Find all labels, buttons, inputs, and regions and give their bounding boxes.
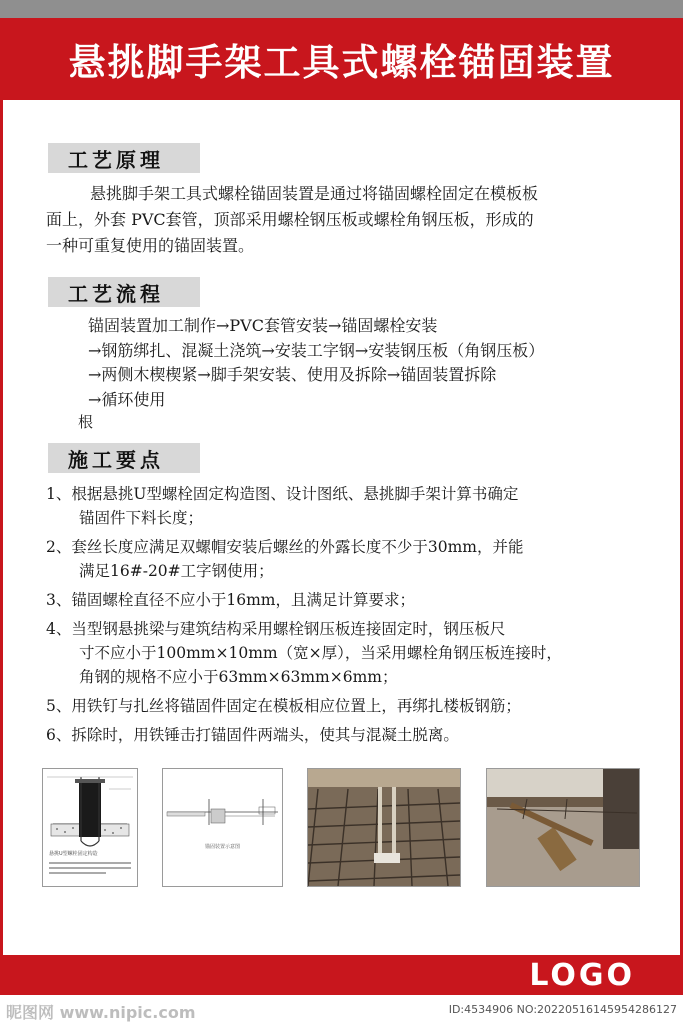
principle-line: 悬挑脚手架工具式螺栓锚固装置是通过将锚固螺栓固定在模板板	[90, 184, 539, 203]
process-line: →循环使用	[88, 389, 166, 409]
section-label-keypoints: 施工要点	[48, 443, 200, 473]
figure-caption: 悬挑U型螺栓固定构造	[49, 851, 98, 857]
keypoint-line: 5、用铁钉与扎丝将锚固件固定在模板相应位置上，再绑扎楼板钢筋；	[46, 697, 521, 715]
stray-character: 根	[78, 413, 94, 431]
figure-photo-rebar	[307, 768, 461, 887]
keypoint-line: 满足16#-20#工字钢使用；	[79, 562, 274, 580]
keypoint-line: 4、当型钢悬挑梁与建筑结构采用螺栓钢压板连接固定时，钢压板尺	[46, 620, 506, 638]
keypoint-item	[46, 588, 656, 612]
image-id: ID:4534906 NO:20220516145954286127	[448, 1003, 677, 1016]
title-banner	[0, 18, 683, 100]
process-line: →两侧木楔楔紧→脚手架安装、使用及拆除→锚固装置拆除	[88, 365, 497, 384]
bottom-banner	[0, 955, 683, 995]
keypoint-item	[46, 694, 656, 718]
section-label-principle: 工艺原理	[48, 143, 200, 173]
left-border	[0, 100, 3, 955]
page-title: 悬挑脚手架工具式螺栓锚固装置	[68, 41, 615, 84]
figure-anchor-diagram	[42, 768, 138, 887]
figure-caption: 锚固装置示意图	[205, 844, 241, 850]
keypoints-list	[46, 482, 656, 747]
section-drawing-icon	[163, 769, 282, 886]
keypoint-line: 6、拆除时，用铁锤击打锚固件两端头，使其与混凝土脱离。	[46, 726, 459, 744]
section-label-process: 工艺流程	[48, 277, 200, 307]
watermark-text: 昵图网 www.nipic.com	[6, 1003, 196, 1022]
keypoint-item	[46, 482, 656, 530]
figure-photo-ibeam	[486, 768, 640, 887]
top-gray-strip	[0, 0, 683, 18]
keypoint-item	[46, 723, 656, 747]
logo-text: LOGO	[529, 957, 635, 993]
keypoint-line: 锚固件下料长度；	[79, 509, 204, 527]
keypoint-line: 3、锚固螺栓直径不应小于16mm，且满足计算要求；	[46, 591, 415, 609]
process-line: 锚固装置加工制作→PVC套管安装→锚固螺栓安装	[88, 316, 438, 335]
keypoint-item	[46, 535, 656, 583]
keypoint-line: 1、根据悬挑U型螺栓固定构造图、设计图纸、悬挑脚手架计算书确定	[46, 485, 519, 503]
keypoint-line: 寸不应小于100mm×10mm（宽×厚），当采用螺栓角钢压板连接时，	[79, 644, 562, 662]
keypoint-item	[46, 617, 656, 689]
rebar-photo-icon	[308, 769, 460, 886]
figure-notes	[49, 859, 131, 877]
keypoint-line: 2、套丝长度应满足双螺帽安装后螺丝的外露长度不少于30mm，并能	[46, 538, 524, 556]
principle-line: 一种可重复使用的锚固装置。	[46, 236, 255, 255]
figure-section-drawing	[162, 768, 283, 887]
process-line: →钢筋绑扎、混凝土浇筑→安装工字钢→安装钢压板（角钢压板）	[88, 340, 545, 360]
principle-text	[46, 181, 646, 259]
ibeam-photo-icon	[487, 769, 639, 886]
keypoint-line: 角钢的规格不应小于63mm×63mm×6mm；	[79, 668, 398, 686]
process-flow	[88, 314, 648, 412]
principle-line: 面上，外套 PVC套管，顶部采用螺栓钢压板或螺栓角钢压板，形成的	[46, 210, 534, 229]
